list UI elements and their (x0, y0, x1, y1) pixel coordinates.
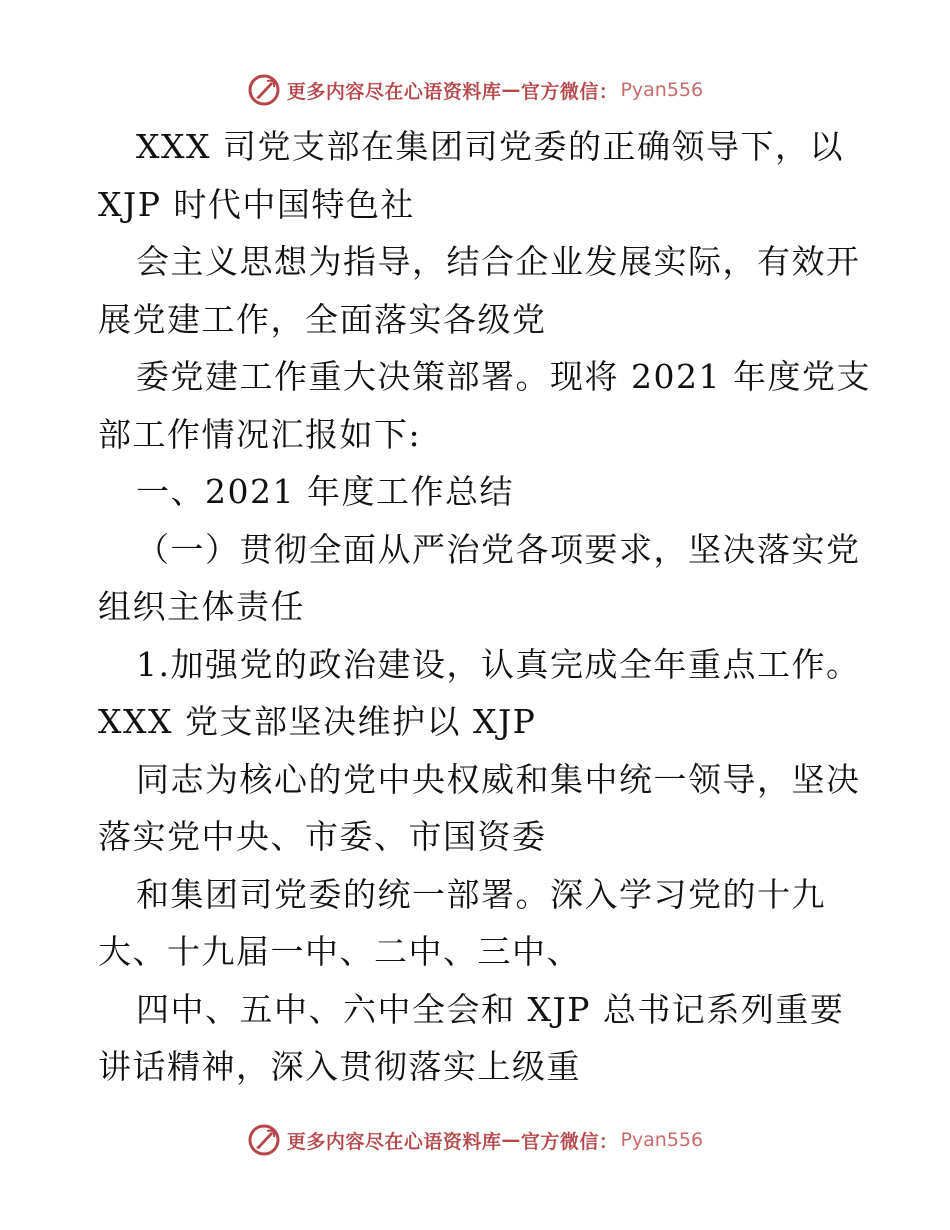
body-line: 会主义思想为指导，结合企业发展实际，有效开 (136, 242, 861, 281)
body-line: 展党建工作，全面落实各级党 (98, 299, 547, 339)
body-line: 大、十九届一中、二中、三中、 (98, 932, 581, 971)
section-heading: 一、2021 年度工作总结 (136, 472, 514, 511)
banner-wechat-id: Pyan556 (620, 1129, 704, 1151)
banner-suffix: 官方微信： (520, 1130, 619, 1153)
banner-suffix: 官方微信： (520, 80, 619, 103)
banner-title: 更多内容尽在心语资料库 (286, 1130, 502, 1153)
header-banner (0, 70, 950, 110)
banner-wechat-id: Pyan556 (620, 79, 704, 101)
body-line: 四中、五中、六中全会和 XJP 总书记系列重要 (136, 989, 845, 1029)
banner-title: 更多内容尽在心语资料库 (286, 80, 502, 103)
body-line: XXX 党支部坚决维护以 XJP (98, 702, 537, 741)
body-line: 组织主体责任 (98, 587, 305, 626)
banner-separator: — (501, 1129, 521, 1151)
body-line: 讲话精神，深入贯彻落实上级重 (98, 1047, 581, 1086)
body-line: XXX 司党支部在集团司党委的正确领导下，以 (136, 127, 844, 166)
body-line: 部工作情况汇报如下: (98, 414, 422, 454)
feather-pen-logo-icon (247, 73, 281, 107)
banner-separator: — (501, 79, 521, 101)
body-line: 同志为核心的党中央权威和集中统一领导，坚决 (136, 759, 861, 799)
feather-pen-logo-icon (247, 1123, 281, 1157)
document-body (98, 118, 888, 1096)
footer-banner (0, 1120, 950, 1160)
subsection-heading: （一）贯彻全面从严治党各项要求，坚决落实党 (136, 529, 861, 569)
body-line: 落实党中央、市委、市国资委 (98, 817, 547, 856)
body-line: 和集团司党委的统一部署。深入学习党的十九 (136, 874, 826, 914)
body-line: 委党建工作重大决策部署。现将 2021 年度党支 (136, 357, 871, 396)
body-line: XJP 时代中国特色社 (98, 184, 415, 224)
body-line: 1.加强党的政治建设，认真完成全年重点工作。 (136, 644, 861, 684)
